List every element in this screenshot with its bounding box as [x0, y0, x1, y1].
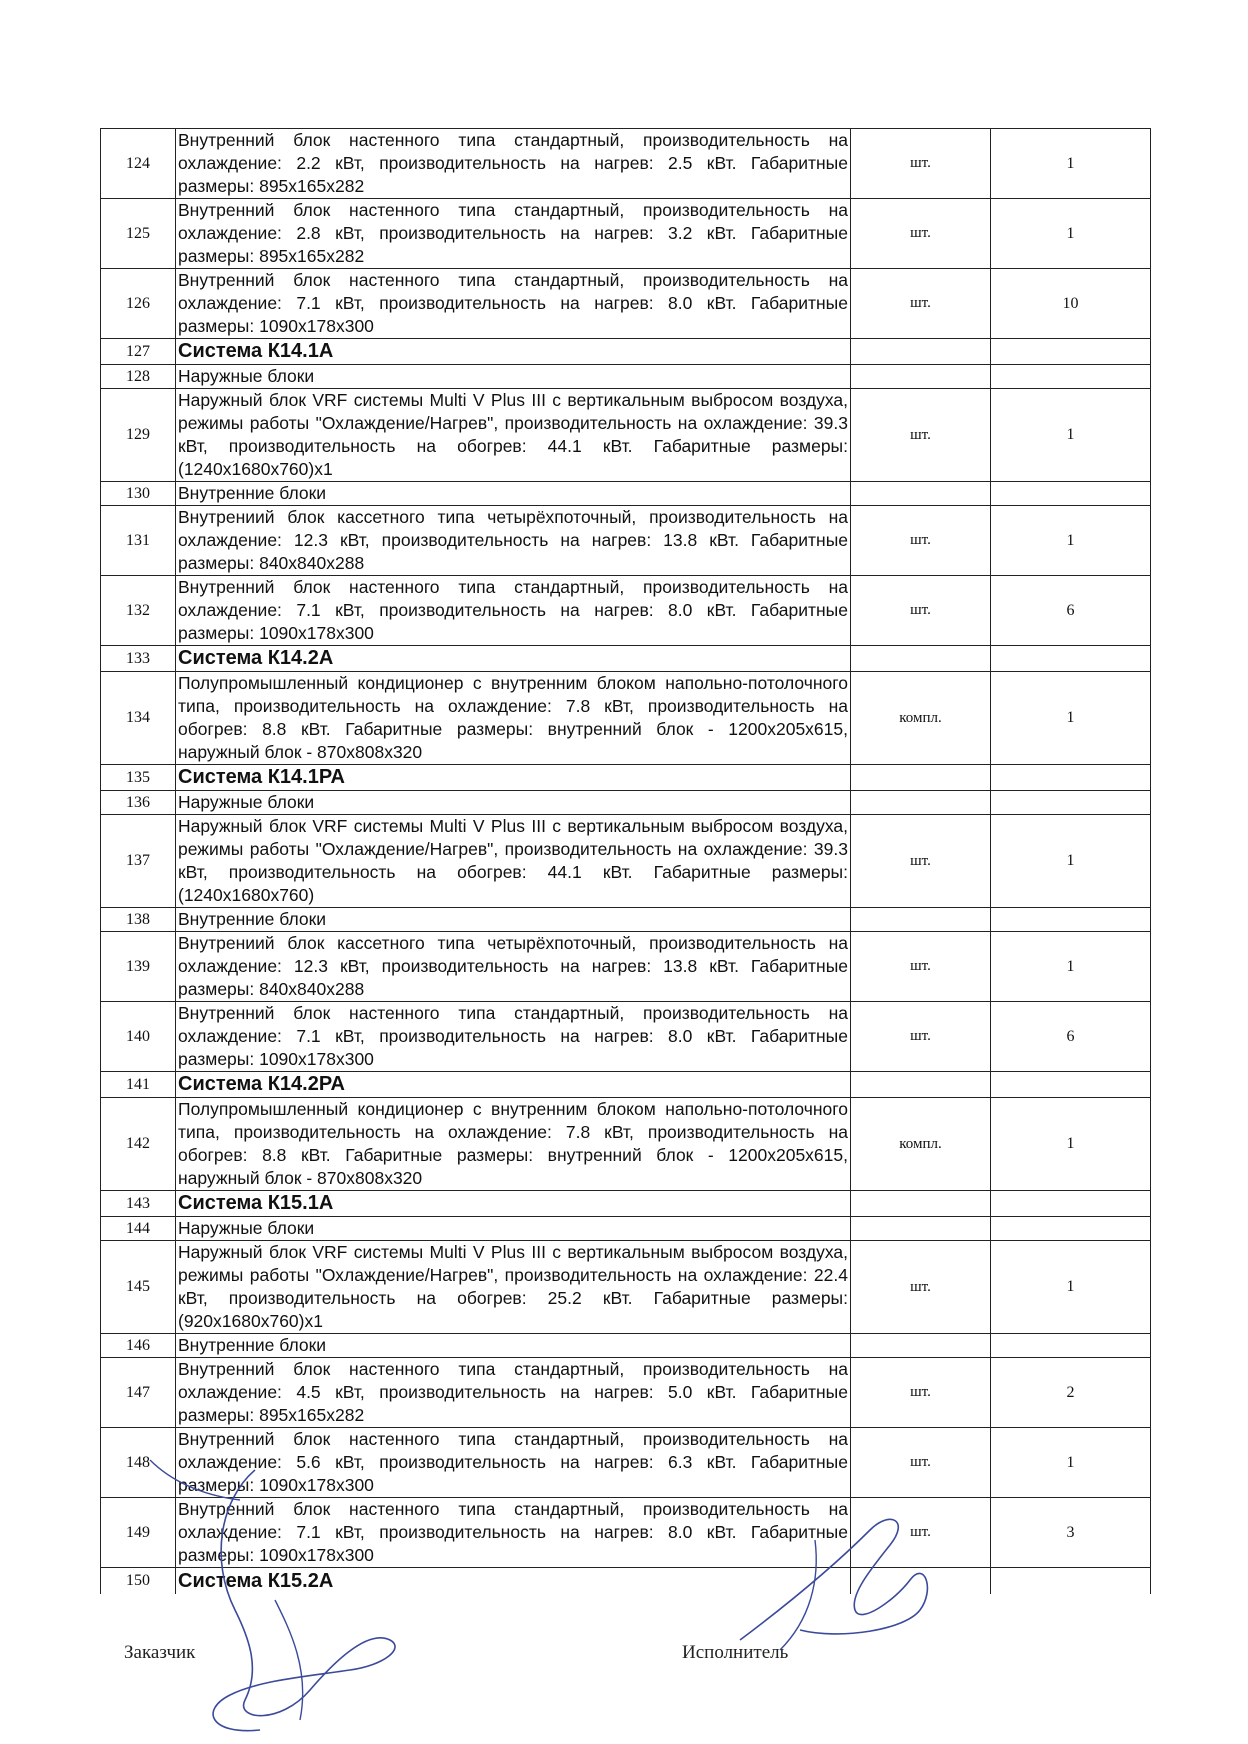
row-description-cell: Внутренний блок настенного типа стандартный, производительность на охлаждение: 7.1 кВт, производительность на нагрев: 8.0 кВт. Габаритные размеры: 1090х178х300	[176, 1498, 851, 1568]
row-quantity-cell: 2	[991, 1358, 1151, 1428]
row-unit-cell: шт.	[851, 389, 991, 482]
row-number-cell: 150	[101, 1568, 176, 1595]
row-unit-cell	[851, 365, 991, 389]
row-number-cell: 133	[101, 646, 176, 672]
row-quantity-cell	[991, 908, 1151, 932]
contractor-label: Исполнитель	[682, 1642, 789, 1663]
table-row	[101, 672, 1151, 765]
row-quantity-cell: 1	[991, 1428, 1151, 1498]
row-description-cell: Внутренний блок настенного типа стандартный, производительность на охлаждение: 2.8 кВт, производительность на нагрев: 3.2 кВт. Габаритные размеры: 895х165х282	[176, 199, 851, 269]
row-unit-cell: шт.	[851, 1428, 991, 1498]
row-quantity-cell: 10	[991, 269, 1151, 339]
row-description-cell: Внутренний блок настенного типа стандартный, производительность на охлаждение: 5.6 кВт, производительность на нагрев: 6.3 кВт. Габаритные размеры: 1090х178х300	[176, 1428, 851, 1498]
row-unit-cell	[851, 908, 991, 932]
row-number-cell: 137	[101, 815, 176, 908]
row-description-cell: Внутренний блок настенного типа стандартный, производительность на охлаждение: 2.2 кВт, производительность на нагрев: 2.5 кВт. Габаритные размеры: 895х165х282	[176, 129, 851, 199]
row-description-cell: Внутренние блоки	[176, 1334, 851, 1358]
row-unit-cell: шт.	[851, 1241, 991, 1334]
row-quantity-cell	[991, 482, 1151, 506]
row-quantity-cell: 1	[991, 672, 1151, 765]
row-unit-cell: компл.	[851, 1098, 991, 1191]
row-number-cell: 144	[101, 1217, 176, 1241]
row-description-cell: Наружные блоки	[176, 1217, 851, 1241]
row-quantity-cell	[991, 339, 1151, 365]
row-unit-cell	[851, 482, 991, 506]
table-row	[101, 1241, 1151, 1334]
table-row	[101, 815, 1151, 908]
row-number-cell: 134	[101, 672, 176, 765]
row-description-cell: Внутренние блоки	[176, 908, 851, 932]
row-description-cell: Система К15.2А	[176, 1568, 851, 1595]
row-description-cell: Внутренний блок настенного типа стандартный, производительность на охлаждение: 7.1 кВт, производительность на нагрев: 8.0 кВт. Габаритные размеры: 1090х178х300	[176, 269, 851, 339]
table-row	[101, 199, 1151, 269]
row-quantity-cell	[991, 1217, 1151, 1241]
row-description-cell: Наружный блок VRF системы Multi V Plus III с вертикальным выбросом воздуха, режимы работы "Охлаждение/Нагрев", производительность на охлаждение: 39.3 кВт, производительность на обогрев: 44.1 кВт. Габаритные размеры: (1240х1680х760)х1	[176, 389, 851, 482]
row-unit-cell	[851, 1334, 991, 1358]
row-description-cell: Система К14.2А	[176, 646, 851, 672]
row-description-cell: Внутренний блок настенного типа стандартный, производительность на охлаждение: 7.1 кВт, производительность на нагрев: 8.0 кВт. Габаритные размеры: 1090х178х300	[176, 1002, 851, 1072]
customer-label: Заказчик	[124, 1642, 196, 1663]
table-row	[101, 1217, 1151, 1241]
row-number-cell: 125	[101, 199, 176, 269]
table-row	[101, 482, 1151, 506]
row-number-cell: 124	[101, 129, 176, 199]
row-unit-cell	[851, 791, 991, 815]
row-quantity-cell: 6	[991, 1002, 1151, 1072]
row-quantity-cell	[991, 365, 1151, 389]
table-row	[101, 269, 1151, 339]
row-description-cell: Внутренний блок настенного типа стандартный, производительность на охлаждение: 4.5 кВт, производительность на нагрев: 5.0 кВт. Габаритные размеры: 895х165х282	[176, 1358, 851, 1428]
row-unit-cell: шт.	[851, 129, 991, 199]
row-description-cell: Наружные блоки	[176, 365, 851, 389]
row-quantity-cell	[991, 1191, 1151, 1217]
table-row	[101, 1498, 1151, 1568]
row-unit-cell	[851, 1217, 991, 1241]
row-quantity-cell	[991, 765, 1151, 791]
row-unit-cell	[851, 1191, 991, 1217]
row-quantity-cell: 6	[991, 576, 1151, 646]
row-unit-cell: шт.	[851, 1498, 991, 1568]
row-number-cell: 127	[101, 339, 176, 365]
row-unit-cell: шт.	[851, 199, 991, 269]
row-description-cell: Система К15.1А	[176, 1191, 851, 1217]
row-description-cell: Внутрениий блок кассетного типа четырёхпоточный, производительность на охлаждение: 12.3 кВт, производительность на нагрев: 13.8 кВт. Габаритные размеры: 840х840х288	[176, 932, 851, 1002]
row-description-cell: Наружные блоки	[176, 791, 851, 815]
row-quantity-cell: 1	[991, 1098, 1151, 1191]
specification-table	[100, 128, 1151, 1594]
row-unit-cell: шт.	[851, 1002, 991, 1072]
row-description-cell: Внутренние блоки	[176, 482, 851, 506]
row-number-cell: 146	[101, 1334, 176, 1358]
row-number-cell: 145	[101, 1241, 176, 1334]
row-unit-cell	[851, 1072, 991, 1098]
row-description-cell: Полупромышленный кондиционер с внутренним блоком напольно-потолочного типа, производительность на охлаждение: 7.8 кВт, производительность на обогрев: 8.8 кВт. Габаритные размеры: внутренний блок - 1200х205х615, наружный блок - 870х808х320	[176, 1098, 851, 1191]
signature-footer	[0, 1642, 1248, 1682]
row-unit-cell	[851, 339, 991, 365]
row-number-cell: 141	[101, 1072, 176, 1098]
row-number-cell: 131	[101, 506, 176, 576]
table-row	[101, 765, 1151, 791]
row-unit-cell: шт.	[851, 932, 991, 1002]
row-unit-cell: компл.	[851, 672, 991, 765]
row-number-cell: 143	[101, 1191, 176, 1217]
row-number-cell: 136	[101, 791, 176, 815]
row-unit-cell: шт.	[851, 815, 991, 908]
row-unit-cell	[851, 765, 991, 791]
row-number-cell: 139	[101, 932, 176, 1002]
table-row	[101, 339, 1151, 365]
table-row	[101, 791, 1151, 815]
row-quantity-cell	[991, 1072, 1151, 1098]
row-number-cell: 132	[101, 576, 176, 646]
row-unit-cell: шт.	[851, 1358, 991, 1428]
specification-sheet	[100, 128, 1132, 1594]
row-description-cell: Наружный блок VRF системы Multi V Plus III с вертикальным выбросом воздуха, режимы работы "Охлаждение/Нагрев", производительность на охлаждение: 22.4 кВт, производительность на обогрев: 25.2 кВт. Габаритные размеры: (920х1680х760)х1	[176, 1241, 851, 1334]
row-quantity-cell: 1	[991, 199, 1151, 269]
row-description-cell: Полупромышленный кондиционер с внутренним блоком напольно-потолочного типа, производительность на охлаждение: 7.8 кВт, производительность на обогрев: 8.8 кВт. Габаритные размеры: внутренний блок - 1200х205х615, наружный блок - 870х808х320	[176, 672, 851, 765]
row-quantity-cell	[991, 646, 1151, 672]
row-description-cell: Внутрениий блок кассетного типа четырёхпоточный, производительность на охлаждение: 12.3 кВт, производительность на нагрев: 13.8 кВт. Габаритные размеры: 840х840х288	[176, 506, 851, 576]
row-number-cell: 142	[101, 1098, 176, 1191]
row-quantity-cell: 1	[991, 932, 1151, 1002]
specification-table-body	[101, 129, 1151, 1595]
row-number-cell: 128	[101, 365, 176, 389]
table-row	[101, 389, 1151, 482]
row-unit-cell: шт.	[851, 506, 991, 576]
row-number-cell: 138	[101, 908, 176, 932]
row-quantity-cell: 1	[991, 815, 1151, 908]
row-unit-cell: шт.	[851, 269, 991, 339]
row-description-cell: Система К14.1А	[176, 339, 851, 365]
row-number-cell: 126	[101, 269, 176, 339]
row-description-cell: Наружный блок VRF системы Multi V Plus III с вертикальным выбросом воздуха, режимы работы "Охлаждение/Нагрев", производительность на охлаждение: 39.3 кВт, производительность на обогрев: 44.1 кВт. Габаритные размеры: (1240х1680х760)	[176, 815, 851, 908]
row-quantity-cell: 1	[991, 1241, 1151, 1334]
row-quantity-cell	[991, 791, 1151, 815]
row-quantity-cell: 1	[991, 389, 1151, 482]
row-description-cell: Система К14.2РА	[176, 1072, 851, 1098]
table-row	[101, 506, 1151, 576]
row-description-cell: Внутренний блок настенного типа стандартный, производительность на охлаждение: 7.1 кВт, производительность на нагрев: 8.0 кВт. Габаритные размеры: 1090х178х300	[176, 576, 851, 646]
table-row	[101, 932, 1151, 1002]
row-number-cell: 147	[101, 1358, 176, 1428]
row-unit-cell: шт.	[851, 576, 991, 646]
table-row	[101, 576, 1151, 646]
row-number-cell: 149	[101, 1498, 176, 1568]
row-quantity-cell: 1	[991, 129, 1151, 199]
table-row	[101, 1072, 1151, 1098]
row-number-cell: 140	[101, 1002, 176, 1072]
table-row	[101, 908, 1151, 932]
table-row	[101, 646, 1151, 672]
table-row	[101, 1568, 1151, 1595]
table-row	[101, 129, 1151, 199]
row-quantity-cell	[991, 1334, 1151, 1358]
row-quantity-cell	[991, 1568, 1151, 1595]
row-quantity-cell: 1	[991, 506, 1151, 576]
table-row	[101, 1002, 1151, 1072]
table-row	[101, 1098, 1151, 1191]
table-row	[101, 1191, 1151, 1217]
row-unit-cell	[851, 646, 991, 672]
table-row	[101, 365, 1151, 389]
row-number-cell: 129	[101, 389, 176, 482]
table-row	[101, 1358, 1151, 1428]
row-number-cell: 130	[101, 482, 176, 506]
row-quantity-cell: 3	[991, 1498, 1151, 1568]
table-row	[101, 1428, 1151, 1498]
row-unit-cell	[851, 1568, 991, 1595]
row-number-cell: 148	[101, 1428, 176, 1498]
row-description-cell: Система К14.1РА	[176, 765, 851, 791]
row-number-cell: 135	[101, 765, 176, 791]
table-row	[101, 1334, 1151, 1358]
